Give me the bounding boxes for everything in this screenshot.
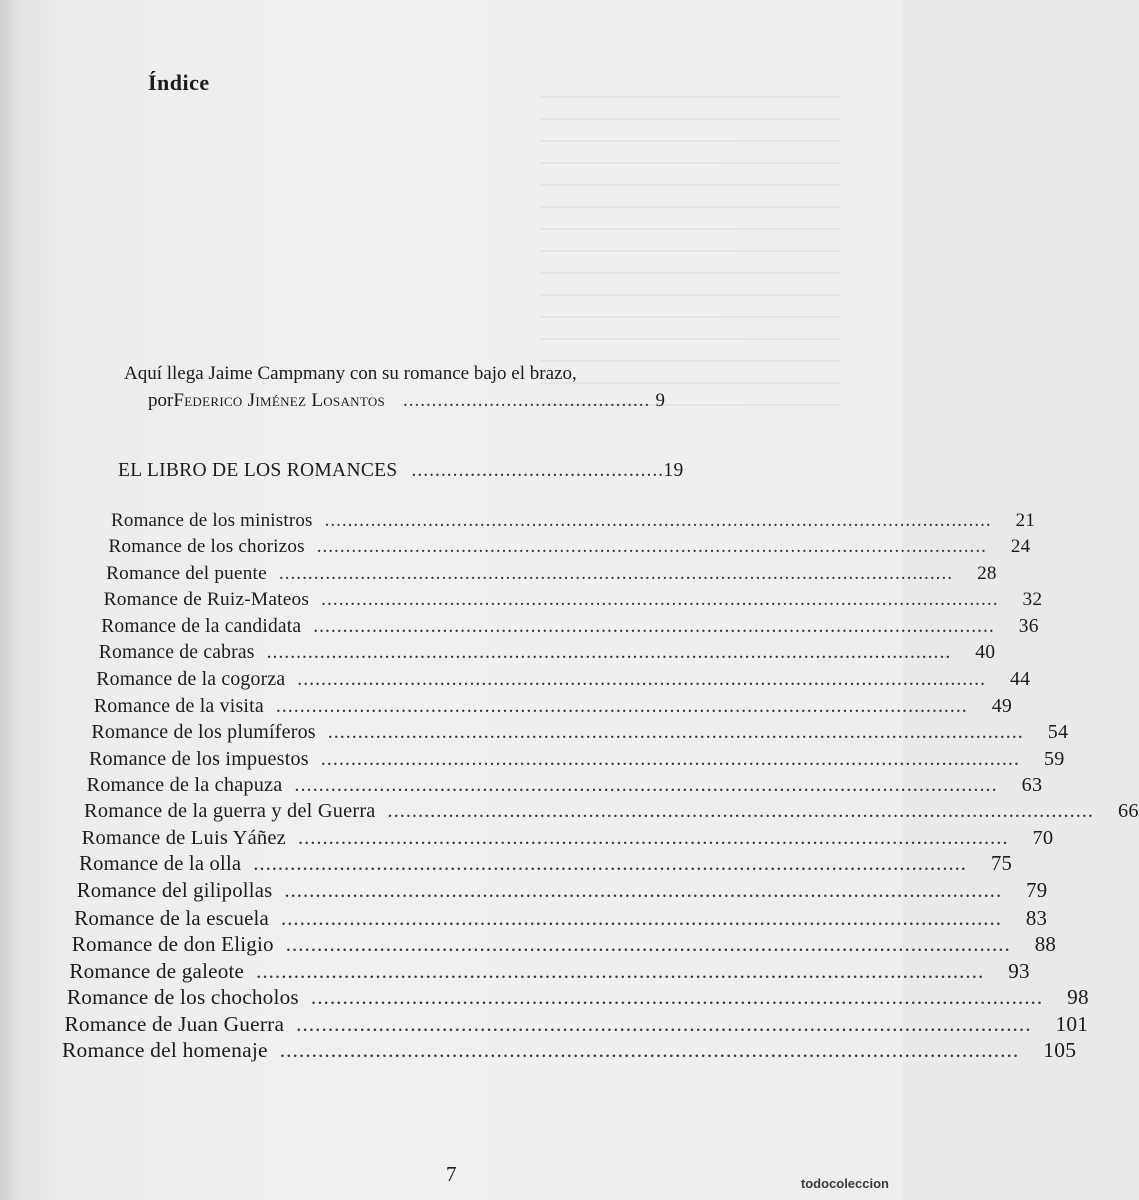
toc-entry-label: Romance de la escuela [74, 906, 269, 930]
toc-leader-dots: .................................................................................................................... [320, 747, 1020, 770]
section-heading [118, 460, 818, 482]
toc-entry [66, 985, 1089, 1010]
toc-leader-dots: .................................................................................................................... [316, 536, 987, 558]
toc-entry-label: Romance de galeote [69, 958, 245, 983]
section-page: 19 [663, 460, 684, 481]
toc-leader-dots: .................................................................................................................... [296, 1011, 1032, 1036]
toc-entry [86, 774, 1043, 797]
toc-leader-dots: .................................................................................................................... [275, 694, 968, 717]
toc-entry-page: 59 [1043, 747, 1065, 770]
toc-entry-page: 66 [1117, 800, 1139, 823]
intro-author: Federico Jiménez Losantos [173, 390, 386, 411]
toc-leader-dots: .................................................................................................................... [284, 879, 1003, 902]
toc-entry-label: Romance de la chapuza [86, 774, 283, 796]
toc-leader-dots: .................................................................................................................... [387, 800, 1094, 823]
intro-line-1: Aquí llega Jaime Campmany con su romance bajo el brazo, [124, 363, 577, 384]
toc-entry [91, 721, 1069, 744]
toc-entry-label: Romance de Luis Yáñez [81, 826, 286, 849]
page-title: Índice [148, 70, 210, 95]
toc-entry [76, 879, 1048, 903]
toc-entry [74, 906, 1048, 931]
toc-entry [79, 853, 1012, 876]
toc-leader-dots: .................................................................................................................... [297, 826, 1009, 849]
intro-entry [124, 360, 824, 414]
toc-entry-page: 32 [1022, 589, 1043, 611]
toc-entry-page: 54 [1047, 721, 1069, 744]
toc-entry [98, 642, 996, 664]
toc-leader-dots: .................................................................................................................... [266, 642, 952, 663]
toc-entry-page: 93 [1008, 958, 1030, 983]
toc-entry-label: Romance de cabras [98, 642, 255, 663]
toc-leader-dots: .................................................................................................................... [253, 853, 967, 876]
toc-entry-label: Romance de los ministros [111, 510, 313, 531]
toc-entry-label: Romance del homenaje [62, 1038, 268, 1062]
toc-entry-label: Romance de los plumíferos [91, 721, 316, 744]
toc-entry-page: 28 [977, 562, 997, 584]
toc-entry [88, 747, 1065, 771]
toc-entry-label: Romance de los chocholos [66, 985, 299, 1010]
section-leader-dots: ........................................... [411, 460, 665, 481]
toc-entry-page: 70 [1032, 826, 1054, 849]
toc-leader-dots: .................................................................................................................... [281, 906, 1002, 930]
toc-entry-label: Romance del gilipollas [76, 879, 273, 902]
toc-entry-page: 88 [1034, 932, 1057, 957]
toc-entry-page: 75 [990, 853, 1012, 876]
page-number: 7 [446, 1162, 457, 1186]
intro-prefix: por [148, 390, 174, 411]
toc-leader-dots: .................................................................................................................... [321, 589, 999, 611]
toc-leader-dots: .................................................................................................................... [324, 510, 992, 531]
toc-entry-label: Romance de la cogorza [96, 668, 286, 691]
toc-leader-dots: .................................................................................................................... [313, 615, 995, 637]
intro-page: 9 [655, 390, 666, 411]
toc-entry [111, 510, 1036, 532]
toc-entry [81, 826, 1054, 850]
toc-entry-label: Romance de los impuestos [88, 747, 309, 770]
toc-entry-page: 101 [1055, 1011, 1089, 1036]
intro-leader-dots: ........................................... [403, 390, 651, 411]
toc-entry-page: 79 [1026, 879, 1048, 902]
toc-entry [101, 615, 1039, 638]
section-title: EL LIBRO DE LOS ROMANCES [118, 460, 398, 481]
toc-entry-page: 21 [1015, 510, 1036, 531]
toc-entry [69, 958, 1030, 984]
watermark: todocoleccion [800, 1176, 889, 1191]
toc-entry-label: Romance de Ruiz-Mateos [103, 589, 310, 611]
toc-leader-dots: .................................................................................................................... [256, 958, 985, 983]
toc-leader-dots: .................................................................................................................... [279, 1038, 1020, 1062]
toc-entry-label: Romance de los chorizos [108, 536, 305, 558]
toc-entry-page: 98 [1067, 985, 1089, 1010]
toc-entry [96, 668, 1031, 691]
toc-entry [71, 932, 1057, 957]
toc-entry-page: 24 [1010, 536, 1031, 558]
toc-entry-label: Romance de la visita [93, 694, 264, 717]
toc-entry [64, 1011, 1089, 1037]
intro-line-2 [124, 387, 824, 414]
toc-entry-page: 36 [1018, 615, 1039, 637]
toc-entry [106, 562, 997, 585]
toc-entry [62, 1038, 1077, 1063]
toc-leader-dots: .................................................................................................................... [310, 985, 1044, 1010]
toc-leader-dots: .................................................................................................................... [297, 668, 987, 691]
toc-leader-dots: .................................................................................................................... [285, 932, 1011, 957]
toc-entry-page: 40 [975, 642, 996, 663]
toc-entry-page: 63 [1021, 774, 1043, 796]
toc-entry-page: 49 [991, 694, 1013, 717]
toc-entry-label: Romance del puente [106, 562, 267, 584]
toc-entry-page: 105 [1043, 1038, 1077, 1062]
toc-entry-label: Romance de don Eligio [71, 932, 274, 957]
toc-entry [84, 800, 1139, 823]
toc-entry-page: 44 [1010, 668, 1031, 691]
toc-leader-dots: .................................................................................................................... [278, 562, 954, 584]
toc-leader-dots: .................................................................................................................... [294, 774, 998, 796]
toc-entry-page: 83 [1025, 906, 1048, 930]
toc-entry-label: Romance de la guerra y del Guerra [84, 800, 376, 823]
toc-entry [93, 694, 1013, 718]
toc-entry [108, 536, 1031, 558]
toc-entry [103, 589, 1043, 611]
toc-entry-label: Romance de la olla [79, 853, 242, 876]
toc-entry-label: Romance de la candidata [101, 615, 302, 637]
toc-leader-dots: .................................................................................................................... [327, 721, 1024, 744]
toc-entry-label: Romance de Juan Guerra [64, 1011, 285, 1036]
